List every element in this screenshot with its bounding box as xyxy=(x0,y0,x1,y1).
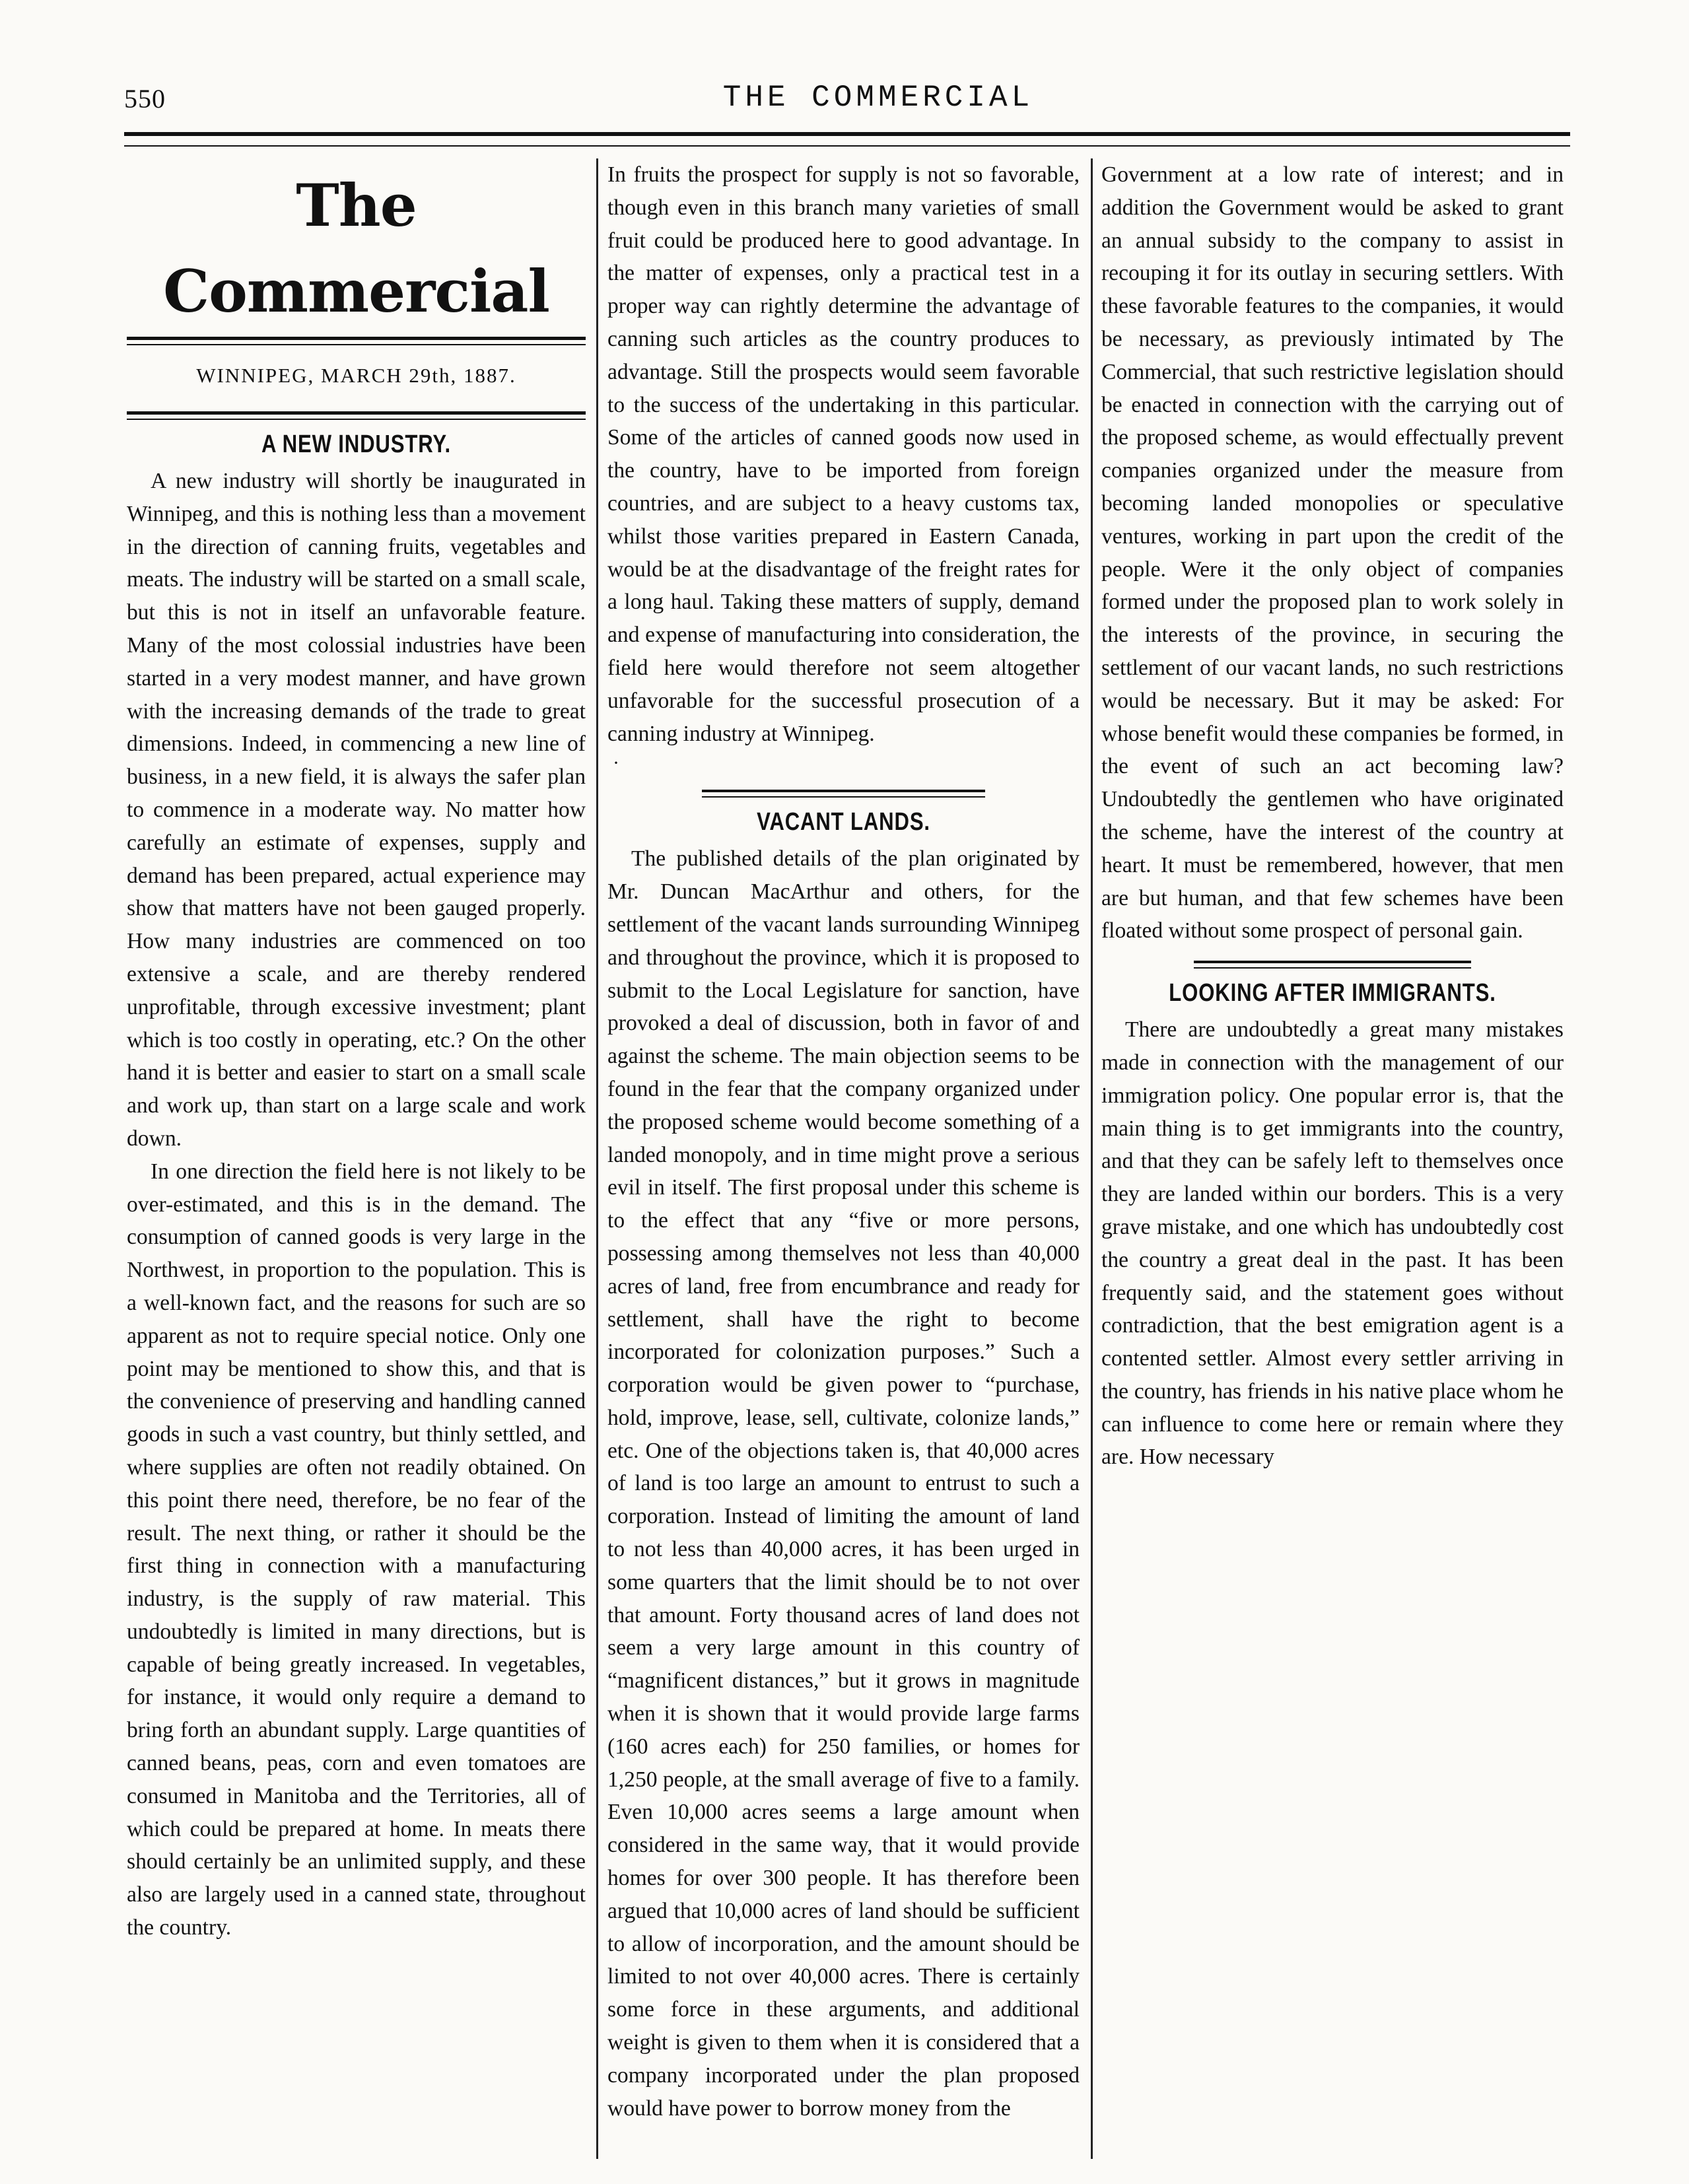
column-3 xyxy=(1101,158,1564,2159)
dateline-rule-thick xyxy=(127,411,586,415)
vacant-lands-continuation xyxy=(1101,158,1564,947)
dateline-rule-thin xyxy=(127,419,586,420)
masthead-rule-thin xyxy=(127,344,586,345)
vacant-lands-paragraph-continued: Government at a low rate of interest; and in addition the Government would be asked to grant an annual subsidy to the company to assist in recouping it for its outlay in securing settlers. With these favorable features to the companies, it would be necessary, as previously intimated by The Commercial, that such restrictive legislation should be enacted in connection with the carrying out of the proposed scheme, as would effectually prevent companies organized under the measure from becoming landed monopolies or speculative ventures, working in part upon the credit of the people. Were it the only object of companies formed under the proposed plan to work solely in the interests of the province, in securing the settlement of our vacant lands, no such restrictions would be necessary. But it may be asked: For whose benefit would these companies be formed, in the event of such an act becoming law? Undoubtedly the gentlemen who have originated the scheme, have the interest of the country at heart. It must be remembered, however, that men are but human, and that few schemes have been floated without some prospect of personal gain. xyxy=(1101,162,1564,943)
article-divider xyxy=(1194,961,1471,969)
column-1 xyxy=(127,158,586,2159)
new-industry-paragraph-3: In fruits the prospect for supply is not so favorable, though even in this branch many varieties of small fruit could be produced here to good advantage. In the matter of expenses, only a practical test in a proper way can rightly determine the advantage of canning such articles as the country produces to advantage. Still the prospects would seem favorable to the success of the undertaking in this particular. Some of the articles of canned goods now used in the country, have to be imported from foreign countries, and are subject to a heavy customs tax, whilst those varities prepared in Eastern Canada, would be at the disadvantage of the freight rates for a long haul. Taking these matters of supply, demand and expense of manufacturing into consideration, the field here would therefore not seem altogether unfavorable for the successful prosecution of a canning industry at Winnipeg. xyxy=(607,162,1080,746)
column-rule-left xyxy=(596,158,598,2159)
stray-mark: · xyxy=(613,752,619,774)
vacant-lands-paragraph-1: The published details of the plan originated by Mr. Duncan MacArthur and others, for the settlement of the vacant lands surrounding Winnipeg and throughout the province, which it is proposed to submit to the Local Legislature for sanction, have provoked a deal of discussion, both in favor of and against the scheme. The main objection seems to be found in the fear that the company organized under the proposed scheme would become something of a landed monopoly, and in time might prove a serious evil in itself. The first proposal under this scheme is to the effect that any “five or more persons, possessing among themselves not less than 40,000 acres of land, free from encumbrance and ready for settlement, shall have the right to become incorporated for colonization purposes.” Such a corporation would be given power to “purchase, hold, improve, lease, sell, cultivate, colonize lands,” etc. One of the objections taken is, that 40,000 acres of land is too large an amount to entrust to such a corporation. Instead of limiting the amount of land to not less than 40,000 acres, it has been urged in some quarters that the limit should be to not over that amount. Forty thousand acres of land does not seem a very large amount in this country of “magnificent distances,” but it grows in magnitude when it is shown that it would provide large farms (160 acres each) for 250 families, or homes for 1,250 people, at the small average of five to a family. Even 10,000 acres seems a large amount when considered in the same way, that it would provide homes for over 300 people. It has therefore been argued that 10,000 acres of land should be sufficient to allow of incorporation, and the amount should be limited to not over 40,000 acres. There is certainly some force in these arguments, and additional weight is given to them when it is considered that a company incorporated under the plan proposed would have power to borrow money from the xyxy=(607,846,1080,2121)
running-title: THE COMMERCIAL xyxy=(722,81,1034,115)
article-heading-immigrants: LOOKING AFTER IMMIGRANTS. xyxy=(1169,979,1496,1007)
masthead-title: The Commercial xyxy=(163,171,549,325)
column-2 xyxy=(607,158,1080,2159)
dateline: WINNIPEG, MARCH 29th, 1887. xyxy=(196,364,516,387)
header-rule-thick xyxy=(124,132,1570,136)
article-divider xyxy=(702,790,985,798)
new-industry-paragraph-1: A new industry will shortly be inaugurated in Winnipeg, and this is nothing less than a movement in the direction of canning fruits, vegetables and meats. The industry will be started on a small scale, but this is not in itself an unfavorable feature. Many of the most colossial industries have been started in a very modest manner, and have grown with the increasing demands of the trade to great dimensions. Indeed, in commencing a new line of business, in a new field, it is always the safer plan to commence in a moderate way. No matter how carefully an estimate of expenses, supply and demand has been prepared, actual experience may show that matters have not been gauged properly. How many industries are commenced on too extensive a scale, and are thereby rendered unprofitable, through excessive investment; plant which is too costly in operating, etc.? On the other hand it is better and easier to start on a small scale and work up, than start on a large scale and work down. xyxy=(127,469,586,1151)
article-heading-vacant-lands: VACANT LANDS. xyxy=(757,808,930,836)
header-rule-thin xyxy=(124,145,1570,147)
masthead-rule-thick xyxy=(127,337,586,340)
immigrants-paragraph-1: There are undoubtedly a great many mistakes made in connection with the management of our immigration policy. One popular error is, that the main thing is to get immigrants into the country, and that they can be safely left to themselves once they are landed within our borders. This is a very grave mistake, and one which has undoubtedly cost the country a great deal in the past. It has been frequently said, and the statement goes without contradiction, that the best emigration agent is a contented settler. Almost every settler arriving in the country, has friends in his native place whom he can influence to come here or remain where they are. How necessary xyxy=(1101,1017,1564,1470)
article-heading-new-industry: A NEW INDUSTRY. xyxy=(261,430,451,458)
page-number: 550 xyxy=(124,84,166,114)
new-industry-paragraph-2: In one direction the field here is not likely to be over-estimated, and this is in the demand. The consumption of canned goods is very large in the Northwest, in proportion to the population. This is a well-known fact, and the reasons for such are so apparent as not to require special notice. Only one point may be mentioned to show this, and that is the convenience of preserving and handling canned goods in such a vast country, but thinly settled, and where supplies are often not readily obtained. On this point there need, therefore, be no fear of the result. The next thing, or rather it should be the first thing in connection with a manufacturing industry, is the supply of raw material. This undoubtedly is limited in many directions, but is capable of being greatly increased. In vegetables, for instance, it would only require a demand to bring forth an abundant supply. Large quantities of canned beans, peas, corn and even tomatoes are consumed in Manitoba and the Territories, all of which could be prepared at home. In meats there should certainly be an unlimited supply, and these also are largely used in a canned state, throughout the country. xyxy=(127,1159,586,1940)
column-rule-right xyxy=(1091,158,1093,2159)
